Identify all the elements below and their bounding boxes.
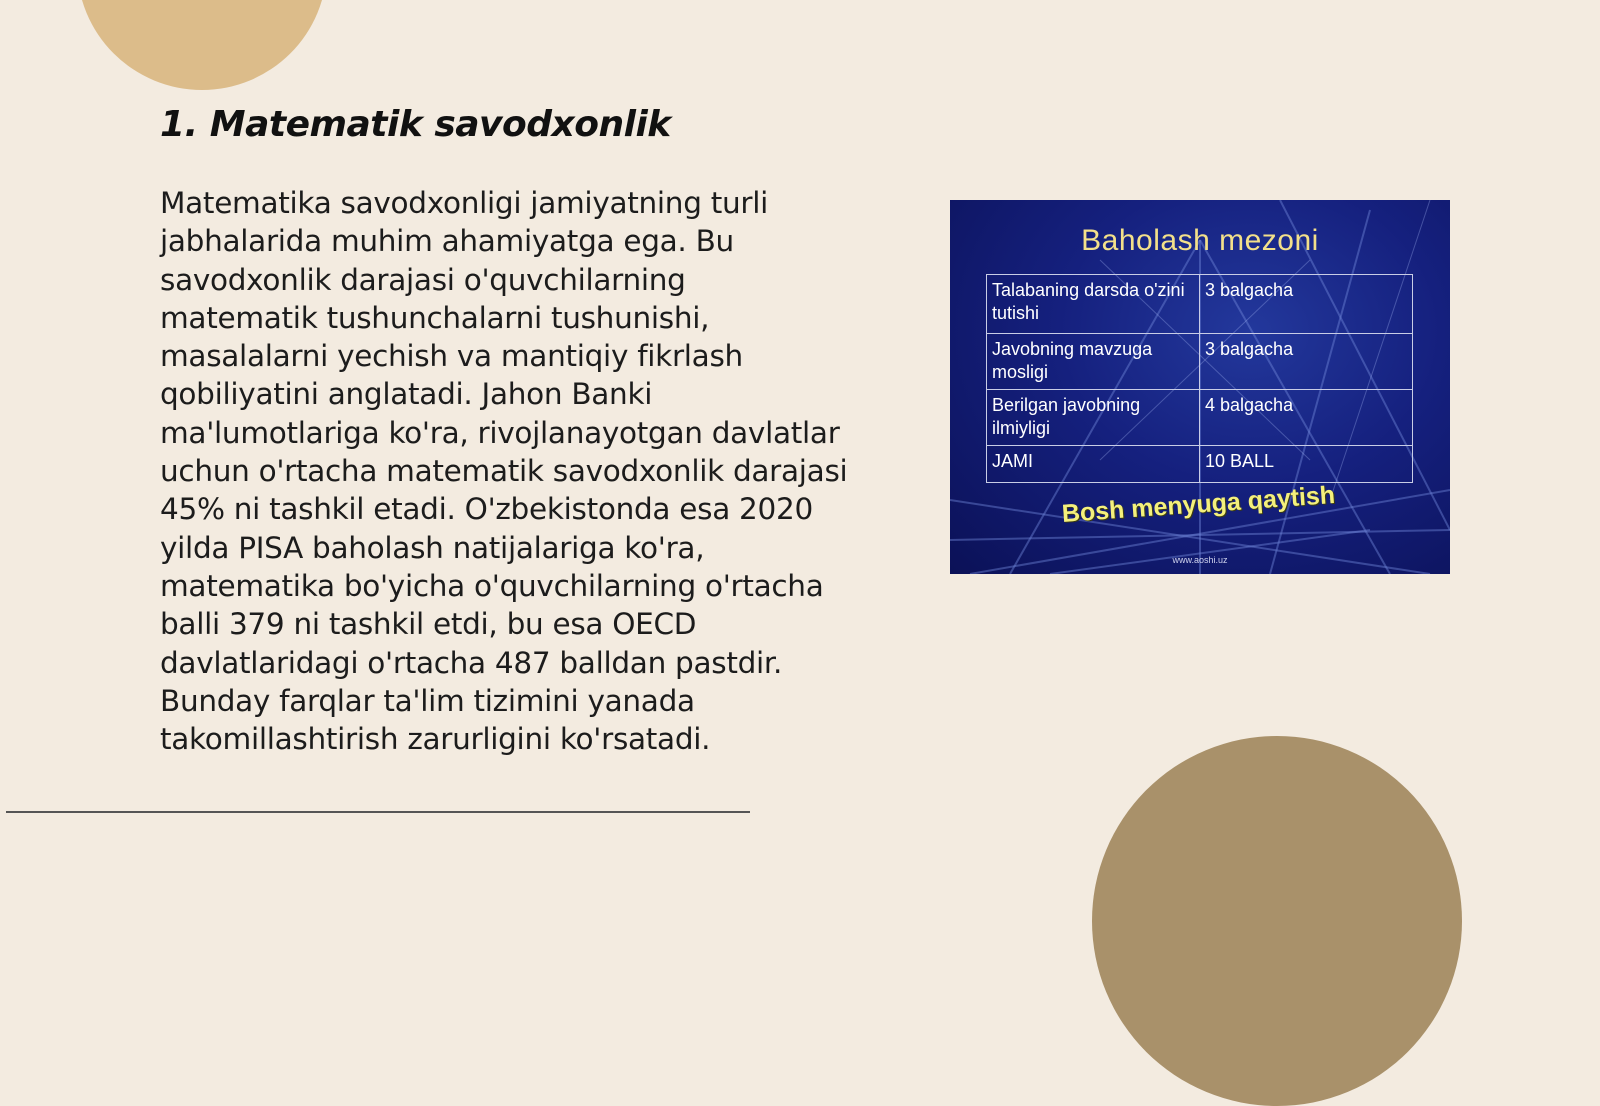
criteria-table: [986, 274, 1413, 483]
score-cell: 3 balgacha: [1200, 334, 1413, 390]
site-watermark: www.aoshi.uz: [1172, 555, 1228, 565]
image-title: Baholash mezoni: [1081, 224, 1319, 257]
criterion-cell: Berilgan javobning ilmiyligi: [987, 390, 1200, 446]
score-cell: 3 balgacha: [1200, 275, 1413, 334]
assessment-criteria-image: [950, 200, 1450, 574]
slide-title: 1. Matematik savodxonlik: [160, 104, 671, 145]
total-score-cell: 10 BALL: [1200, 446, 1413, 483]
decorative-circle-bottom: [1092, 736, 1462, 1106]
decorative-circle-top: [77, 0, 327, 90]
table-row: [987, 390, 1413, 446]
criterion-cell: Talabaning darsda o'zini tutishi: [987, 275, 1200, 334]
divider-line: [6, 811, 750, 813]
score-cell: 4 balgacha: [1200, 390, 1413, 446]
back-to-main-menu-link[interactable]: Bosh menyuga qaytish: [1060, 480, 1336, 528]
slide-body-text: Matematika savodxonligi jamiyatning turli jabhalarida muhim ahamiyatga ega. Bu savodxonlik darajasi o'quvchilarning matematik tushunchalarni tushunishi, masalalarni yechish va mantiqiy fikrlash qobiliyatini anglatadi. Jahon Banki ma'lumotlariga ko'ra, rivojlanayotgan davlatlar uchun o'rtacha matematik savodxonlik darajasi 45% ni tashkil etadi. O'zbekistonda esa 2020 yilda PISA baholash natijalariga ko'ra, matematika bo'yicha o'quvchilarning o'rtacha balli 379 ni tashkil etdi, bu esa OECD davlatlaridagi o'rtacha 487 balldan pastdir. Bunday farqlar ta'lim tizimini yanada takomillashtirish zarurligini ko'rsatadi.: [160, 186, 848, 757]
total-label-cell: JAMI: [987, 446, 1200, 483]
table-row: [987, 334, 1413, 390]
table-row: [987, 446, 1413, 483]
table-row: [987, 275, 1413, 334]
criterion-cell: Javobning mavzuga mosligi: [987, 334, 1200, 390]
